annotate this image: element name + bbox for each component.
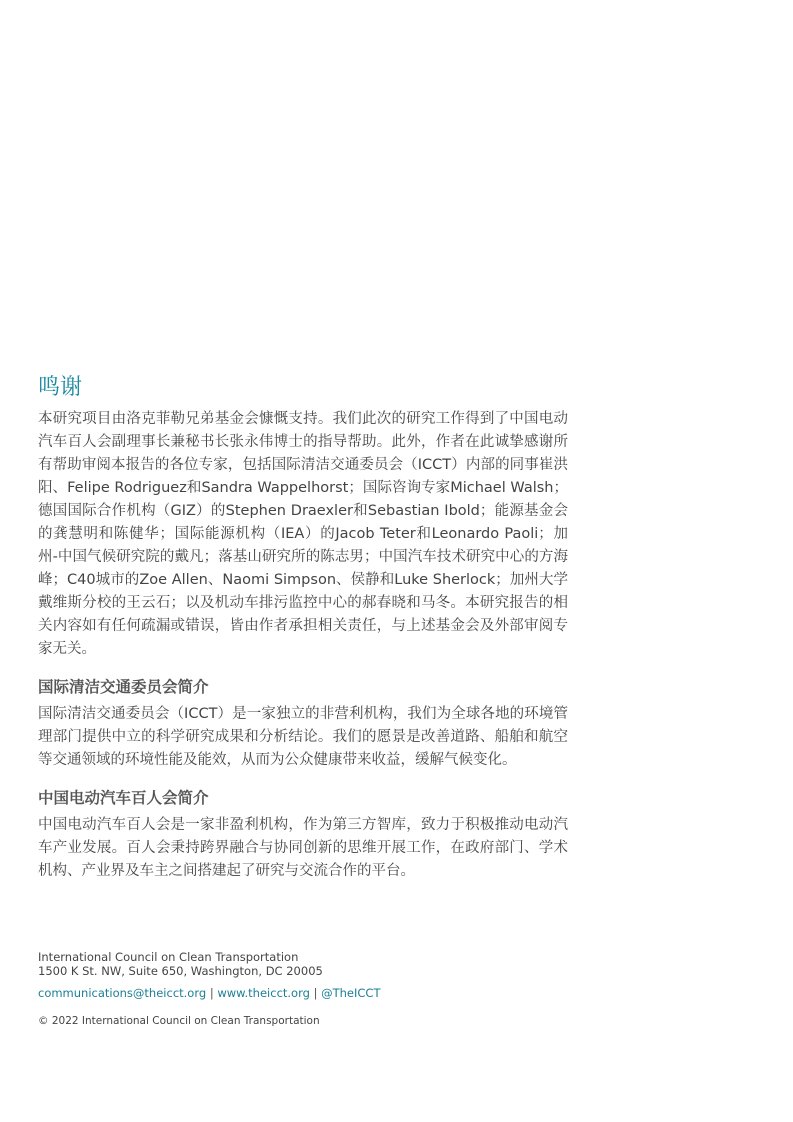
footer-links [38, 986, 568, 1000]
website-link[interactable]: www.theicct.org [217, 986, 310, 1000]
link-separator: | [313, 986, 318, 1000]
footer-org-name: International Council on Clean Transportation [38, 950, 299, 964]
icct-heading: 国际清洁交通委员会简介 [38, 678, 209, 696]
icct-text: 国际清洁交通委员会（ICCT）是一家独立的非营利机构，我们为全球各地的环境管理部门提供中立的科学研究成果和分析结论。我们的愿景是改善道路、船舶和航空等交通领域的环境性能及能效，从而为公众健康带来收益，缓解气候变化。 [38, 706, 568, 768]
chinaev100-heading: 中国电动汽车百人会简介 [38, 789, 209, 807]
main-content [38, 372, 568, 883]
footer-address: 1500 K St. NW, Suite 650, Washington, DC 20005 [38, 964, 323, 978]
acknowledgment-title: 鸣谢 [38, 375, 83, 400]
link-separator: | [209, 986, 214, 1000]
copyright: © 2022 International Council on Clean Transportation [38, 1015, 320, 1027]
acknowledgment-text: 本研究项目由洛克菲勒兄弟基金会慷慨支持。我们此次的研究工作得到了中国电动汽车百人会副理事长兼秘书长张永伟博士的指导帮助。此外，作者在此诚挚感谢所有帮助审阅本报告的各位专家，包括国际清洁交通委员会（ICCT）内部的同事崔洪阳、Felipe Rodriguez和Sandra Wappelhorst；国际咨询专家Michael Walsh；德国国际合作机构（GIZ）的Stephen Draexler和Sebastian Ibold；能源基金会的龚慧明和陈健华；国际能源机构（IEA）的Jacob Teter和Leonardo Paoli；加州-中国气候研究院的戴凡；落基山研究所的陈志男；中国汽车技术研究中心的方海峰；C40城市的Zoe Allen、Naomi Simpson、侯静和Luke Sherlock；加州大学戴维斯分校的王云石；以及机动车排污监控中心的郝春晓和马冬。本研究报告的相关内容如有任何疏漏或错误，皆由作者承担相关责任，与上述基金会及外部审阅专家无关。 [38, 411, 568, 657]
footer [38, 950, 568, 1028]
email-link[interactable]: communications@theicct.org [38, 986, 207, 1000]
chinaev100-text: 中国电动汽车百人会是一家非盈利机构，作为第三方智库，致力于积极推动电动汽车产业发展。百人会秉持跨界融合与协同创新的思维开展工作，在政府部门、学术机构、产业界及车主之间搭建起了研究与交流合作的平台。 [38, 817, 568, 879]
twitter-link[interactable]: @TheICCT [321, 986, 381, 1000]
